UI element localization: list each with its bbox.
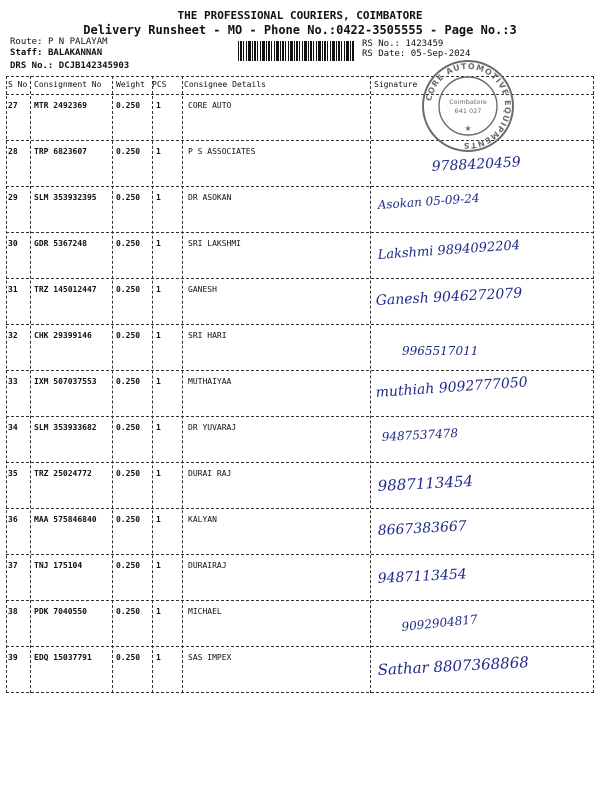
staff-label: Staff: bbox=[10, 48, 43, 58]
column-divider bbox=[30, 76, 31, 693]
signature-text: 9887113454 bbox=[377, 472, 474, 495]
cell-pcs: 1 bbox=[156, 101, 161, 110]
cell-weight: 0.250 bbox=[116, 193, 141, 202]
cell-sno: 39 bbox=[8, 653, 18, 662]
table-row bbox=[6, 233, 594, 279]
cell-consignee: P S ASSOCIATES bbox=[188, 147, 256, 156]
table-row bbox=[6, 647, 594, 693]
handwritten-signature bbox=[372, 279, 592, 325]
handwritten-signature bbox=[372, 463, 592, 509]
drs-row bbox=[10, 61, 129, 71]
signature-text: Sathar 8807368868 bbox=[377, 653, 530, 679]
table-row bbox=[6, 371, 594, 417]
cell-consignment: TRZ 25024772 bbox=[34, 469, 92, 478]
drs-label: DRS No.: bbox=[10, 61, 54, 71]
col-head-sno: S No bbox=[8, 80, 28, 89]
cell-pcs: 1 bbox=[156, 607, 161, 616]
cell-consignee: CORE AUTO bbox=[188, 101, 232, 110]
cell-weight: 0.250 bbox=[116, 147, 141, 156]
cell-pcs: 1 bbox=[156, 561, 161, 570]
column-divider bbox=[112, 76, 113, 693]
cell-consignee: MUTHAIYAA bbox=[188, 377, 232, 386]
cell-weight: 0.250 bbox=[116, 331, 141, 340]
drs-value: DCJB142345903 bbox=[58, 61, 130, 71]
cell-pcs: 1 bbox=[156, 147, 161, 156]
table-row bbox=[6, 187, 594, 233]
route-row bbox=[10, 37, 108, 47]
column-divider bbox=[370, 76, 371, 693]
cell-consignment: GDR 5367248 bbox=[34, 239, 87, 248]
col-head-weight: Weight bbox=[116, 80, 145, 89]
table-row bbox=[6, 555, 594, 601]
cell-pcs: 1 bbox=[156, 331, 161, 340]
cell-consignee: SRI HARI bbox=[188, 331, 227, 340]
signature-text: 9092904817 bbox=[400, 612, 479, 634]
stamp-star: ★ bbox=[464, 124, 472, 133]
cell-weight: 0.250 bbox=[116, 239, 141, 248]
cell-pcs: 1 bbox=[156, 285, 161, 294]
stamp-inner-text: Coimbatore bbox=[449, 98, 487, 106]
column-divider bbox=[6, 76, 7, 693]
handwritten-signature bbox=[372, 647, 592, 693]
cell-consignee: MICHAEL bbox=[188, 607, 222, 616]
cell-sno: 37 bbox=[8, 561, 18, 570]
cell-consignment: PDK 7040550 bbox=[34, 607, 87, 616]
signature-text: Asokan 05-09-24 bbox=[377, 190, 480, 212]
col-head-signature: Signature bbox=[374, 80, 418, 89]
cell-consignment: IXM 507037553 bbox=[34, 377, 97, 386]
cell-pcs: 1 bbox=[156, 653, 161, 662]
cell-consignment: SLM 353932395 bbox=[34, 193, 97, 202]
handwritten-signature bbox=[372, 555, 592, 601]
col-head-consignment: Consignment No bbox=[34, 80, 102, 89]
cell-sno: 38 bbox=[8, 607, 18, 616]
table-row bbox=[6, 279, 594, 325]
col-head-consignee: Consignee Details bbox=[184, 80, 266, 89]
rs-no-row bbox=[362, 39, 443, 49]
signature-text: 9487113454 bbox=[377, 566, 468, 587]
signature-text: Ganesh 9046272079 bbox=[375, 285, 523, 309]
cell-consignee: SAS IMPEX bbox=[188, 653, 232, 662]
cell-weight: 0.250 bbox=[116, 423, 141, 432]
table-row bbox=[6, 325, 594, 371]
cell-weight: 0.250 bbox=[116, 607, 141, 616]
cell-consignment: MTR 2492369 bbox=[34, 101, 87, 110]
cell-pcs: 1 bbox=[156, 515, 161, 524]
handwritten-signature bbox=[372, 325, 592, 371]
handwritten-signature bbox=[372, 417, 592, 463]
cell-weight: 0.250 bbox=[116, 285, 141, 294]
signature-text: 8667383667 bbox=[377, 518, 468, 539]
signature-text: 9965517011 bbox=[402, 344, 479, 358]
cell-consignment: TNJ 175104 bbox=[34, 561, 83, 570]
cell-consignee: DR ASOKAN bbox=[188, 193, 232, 202]
cell-weight: 0.250 bbox=[116, 377, 141, 386]
handwritten-signature bbox=[372, 187, 592, 233]
cell-sno: 29 bbox=[8, 193, 18, 202]
handwritten-signature bbox=[372, 601, 592, 647]
cell-consignee: DR YUVARAJ bbox=[188, 423, 237, 432]
signature-text: 9788420459 bbox=[431, 154, 522, 175]
company-stamp bbox=[418, 56, 518, 156]
table-row bbox=[6, 509, 594, 555]
company-title: THE PROFESSIONAL COURIERS, COIMBATORE bbox=[177, 9, 423, 22]
rs-date-value: 05-Sep-2024 bbox=[410, 49, 471, 59]
cell-consignee: DURAI RAJ bbox=[188, 469, 232, 478]
route-value: P N PALAYAM bbox=[47, 37, 108, 47]
cell-consignment: MAA 575846840 bbox=[34, 515, 97, 524]
rs-date-label: RS Date: bbox=[362, 49, 406, 59]
barcode-image bbox=[238, 41, 354, 61]
cell-consignment: TRZ 145012447 bbox=[34, 285, 97, 294]
column-divider bbox=[593, 76, 594, 693]
cell-pcs: 1 bbox=[156, 469, 161, 478]
cell-sno: 34 bbox=[8, 423, 18, 432]
staff-row bbox=[10, 48, 102, 58]
cell-consignment: EDQ 15037791 bbox=[34, 653, 92, 662]
handwritten-signature bbox=[372, 509, 592, 555]
cell-consignee: DURAIRAJ bbox=[188, 561, 227, 570]
table-row bbox=[6, 463, 594, 509]
rs-no-label: RS No.: bbox=[362, 39, 400, 49]
handwritten-signature bbox=[372, 233, 592, 279]
cell-sno: 35 bbox=[8, 469, 18, 478]
cell-weight: 0.250 bbox=[116, 469, 141, 478]
cell-pcs: 1 bbox=[156, 239, 161, 248]
cell-sno: 27 bbox=[8, 101, 18, 110]
cell-pcs: 1 bbox=[156, 377, 161, 386]
signature-text: Lakshmi 9894092204 bbox=[377, 238, 521, 263]
runsheet-subtitle: Delivery Runsheet - MO - Phone No.:0422-3505555 - Page No.:3 bbox=[83, 23, 517, 37]
cell-consignee: KALYAN bbox=[188, 515, 217, 524]
cell-sno: 30 bbox=[8, 239, 18, 248]
stamp-ring-text: CORE AUTOMOTIVE EQUIPMENTS bbox=[424, 61, 513, 151]
cell-pcs: 1 bbox=[156, 423, 161, 432]
cell-sno: 36 bbox=[8, 515, 18, 524]
cell-sno: 32 bbox=[8, 331, 18, 340]
column-divider bbox=[152, 76, 153, 693]
cell-sno: 28 bbox=[8, 147, 18, 156]
cell-pcs: 1 bbox=[156, 193, 161, 202]
cell-consignee: GANESH bbox=[188, 285, 217, 294]
cell-sno: 33 bbox=[8, 377, 18, 386]
signature-text: muthiah 9092777050 bbox=[375, 374, 529, 401]
column-divider bbox=[182, 76, 183, 693]
row-divider bbox=[6, 692, 594, 693]
cell-consignment: SLM 353933682 bbox=[34, 423, 97, 432]
cell-consignment: TRP 6823607 bbox=[34, 147, 87, 156]
cell-weight: 0.250 bbox=[116, 101, 141, 110]
handwritten-signature bbox=[372, 371, 592, 417]
route-label: Route: bbox=[10, 37, 43, 47]
rs-no-value: 1423459 bbox=[405, 39, 444, 49]
cell-weight: 0.250 bbox=[116, 653, 141, 662]
table-row bbox=[6, 417, 594, 463]
staff-value: BALAKANNAN bbox=[47, 48, 103, 58]
cell-sno: 31 bbox=[8, 285, 18, 294]
stamp-inner-text-2: 641 027 bbox=[454, 107, 482, 115]
cell-weight: 0.250 bbox=[116, 561, 141, 570]
cell-weight: 0.250 bbox=[116, 515, 141, 524]
cell-consignment: CHK 29399146 bbox=[34, 331, 92, 340]
signature-text: 9487537478 bbox=[381, 426, 459, 444]
col-head-pcs: PCS bbox=[152, 80, 167, 89]
cell-consignee: SRI LAKSHMI bbox=[188, 239, 241, 248]
table-row bbox=[6, 601, 594, 647]
stamp-outer-ring bbox=[423, 61, 513, 151]
